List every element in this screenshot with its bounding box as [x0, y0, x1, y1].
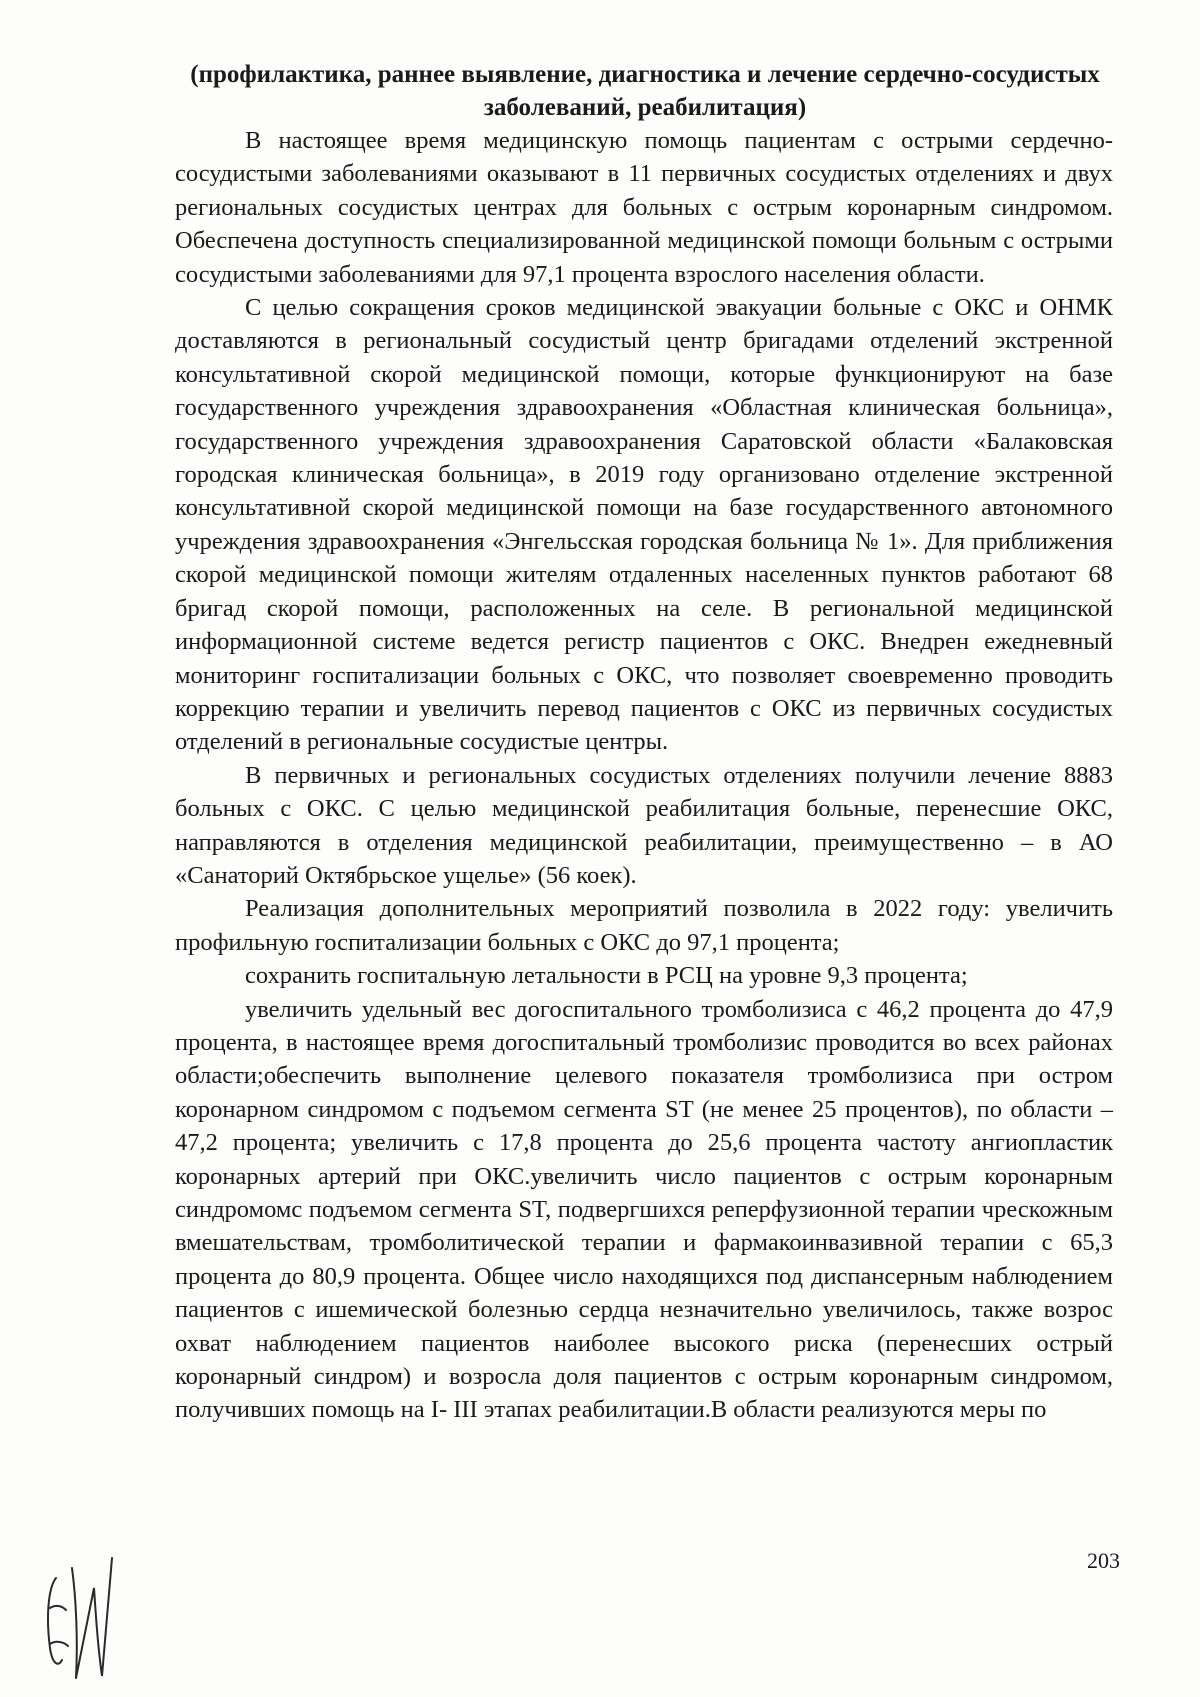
paragraph-4: Реализация дополнительных мероприятий позволила в 2022 году: увеличить профильную госпитализации больных с ОКС до 97,1 процента; — [175, 895, 1113, 956]
paragraph-3: В первичных и региональных сосудистых отделениях получили лечение 8883 больных с ОКС. С целью медицинской реабилитация больные, перенесшие ОКС, направляются в отделения медицинской реабилитации, преимущественно – в АО «Санаторий Октябрьское ущелье» (56 коек). — [175, 761, 1113, 889]
paragraph-6: увеличить удельный вес догоспитального тромболизиса с 46,2 процента до 47,9 процента, в настоящее время догоспитальный тромболизис проводится во всех районах области;обеспечить выполнение целевого показателя тромболизиса при остром коронарном синдромом с подъемом сегмента ST (не менее 25 процентов), по области – 47,2 процента; увеличить с 17,8 процента до 25,6 процента частоту ангиопластик коронарных артерий при ОКС.увеличить число пациентов с острым коронарным синдромомс подъемом сегмента ST, подвергшихся реперфузионной терапии чрескожным вмешательствам, тромболитической терапии и фармакоинвазивной терапии с 65,3 процента до 80,9 процента. Общее число находящихся под диспансерным наблюдением пациентов с ишемической болезнью сердца незначительно увеличилось, также возрос охват наблюдением пациентов наиболее высокого риска (перенесших острый коронарный синдром) и возросла доля пациентов с острым коронарным синдромом, получивших помощь на I- III этапах реабилитации.В области реализуются меры по — [175, 995, 1113, 1424]
paragraph-1: В настоящее время медицинскую помощь пациентам с острыми сердечно-сосудистыми заболеваниями оказывают в 11 первичных сосудистых отделениях и двух региональных сосудистых центрах для больных с острым коронарным синдромом. Обеспечена доступность специализированной медицинской помощи больным с острыми сосудистыми заболеваниями для 97,1 процента взрослого населения области. — [175, 127, 1113, 288]
section-heading: (профилактика, раннее выявление, диагностика и лечение сердечно-сосудистых заболеваний, реабилитация) — [190, 61, 1100, 121]
handwritten-signature-icon — [42, 1548, 122, 1688]
body-text — [175, 124, 1113, 1427]
paragraph-2: С целью сокращения сроков медицинской эвакуации больные с ОКС и ОНМК доставляются в региональный сосудистый центр бригадами отделений экстренной консультативной скорой медицинской помощи, которые функционируют на базе государственного учреждения здравоохранения «Областная клиническая больница», государственного учреждения здравоохранения Саратовской области «Балаковская городская клиническая больница», в 2019 году организовано отделение экстренной консультативной скорой медицинской помощи на базе государственного автономного учреждения здравоохранения «Энгельсская городская больница № 1». Для приближения скорой медицинской помощи жителям отдаленных населенных пунктов работают 68 бригад скорой помощи, расположенных на селе. В региональной медицинской информационной системе ведется регистр пациентов с ОКС. Внедрен ежедневный мониторинг госпитализации больных с ОКС, что позволяет своевременно проводить коррекцию терапии и увеличить перевод пациентов с ОКС из первичных сосудистых отделений в региональные сосудистые центры. — [175, 294, 1113, 756]
paragraph-5: сохранить госпитальную летальности в РСЦ на уровне 9,3 процента; — [245, 962, 968, 990]
page-number: 203 — [1087, 1548, 1120, 1573]
